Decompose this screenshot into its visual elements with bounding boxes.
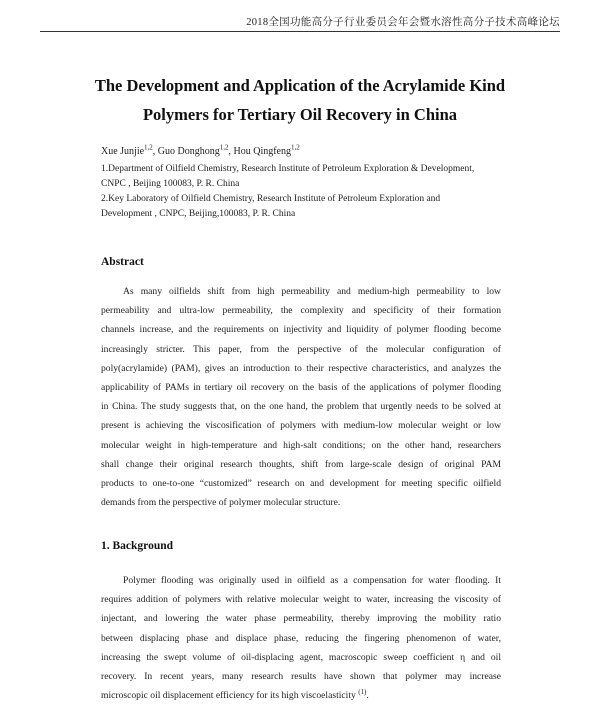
author-list — [101, 143, 300, 157]
author-name: , Guo Donghong — [152, 146, 220, 157]
paper-title-line-2: Polymers for Tertiary Oil Recovery in China — [142, 105, 458, 124]
abstract-line: channels increase, and the requirements on injectivity and liquidity of polymer flooding become — [101, 324, 501, 336]
background-line-text: microscopic oil displacement efficiency for its high viscoelasticity — [101, 690, 359, 702]
author-name: , Hou Qingfeng — [228, 146, 291, 157]
paper-title-line-1: The Development and Application of the Acrylamide Kind — [94, 76, 506, 95]
author-name: Xue Junjie — [101, 146, 145, 157]
background-body — [101, 571, 501, 705]
header-rule — [40, 31, 560, 32]
abstract-line: shall change their original research thoughts, shift from large-scale design of original PAM — [101, 458, 501, 470]
abstract-line: permeability and ultra-low permeability, the complexity and specificity of their formation — [101, 305, 501, 317]
author-affiliation-mark: 1,2 — [291, 143, 300, 152]
affiliation-1 — [101, 162, 521, 192]
abstract-line: demands from the perspective of polymer molecular structure. — [101, 497, 341, 509]
abstract-line: As many oilfields shift from high permeability and medium-high permeability to low — [123, 286, 501, 297]
affiliation-line: Development , CNPC, Beijing,100083, P. R. China — [101, 209, 296, 219]
background-heading: 1. Background — [101, 540, 174, 552]
affiliation-2 — [101, 192, 521, 222]
background-line: between displacing phase and displace phase, reducing the fingering phenomenon of water, — [101, 632, 501, 644]
abstract-line: poly(acrylamide) (PAM), gives an introduction to their respective characteristics, and analyzes the — [101, 362, 501, 374]
background-line: recovery. In recent years, many research results have shown that polymer may increase — [101, 671, 501, 683]
background-line: increasing the swept volume of oil-displacing agent, macroscopic sweep coefficient η and oil — [101, 651, 501, 663]
background-line: requires addition of polymers with relative molecular weight to water, increasing the viscosity of — [101, 594, 501, 606]
background-line: injectant, and lowering the water phase permeability, thereby improving the mobility ratio — [101, 613, 501, 625]
author-affiliation-mark: 1,2 — [219, 143, 229, 152]
sentence-end: . — [366, 690, 369, 702]
abstract-line: present is achieving the viscosification of polymers with medium-low molecular weight or low — [101, 420, 501, 432]
abstract-line: applicability of PAMs in tertiary oil recovery on the basis of the applications of polymer flooding — [101, 382, 501, 394]
affiliation-line: 2.Key Laboratory of Oilfield Chemistry, Research Institute of Petroleum Exploration and — [101, 194, 441, 204]
affiliation-line: 1.Department of Oilfield Chemistry, Research Institute of Petroleum Exploration & Development, — [101, 164, 475, 174]
abstract-line: products to one-to-one “customized” research on and development for meeting specific oilfield — [101, 478, 501, 490]
abstract-line: in China. The study suggests that, on the one hand, the problem that urgently needs to be solved at — [101, 401, 501, 413]
background-line — [101, 686, 501, 705]
citation-marker: (1) — [358, 688, 367, 697]
abstract-line: molecular weight in high-temperature and high-salt conditions; on the other hand, researchers — [101, 439, 501, 451]
abstract-heading: Abstract — [101, 256, 144, 268]
background-line: Polymer flooding was originally used in oilfield as a compensation for water flooding. It — [123, 575, 501, 586]
running-header: 2018全国功能高分子行业委员会年会暨水溶性高分子技术高峰论坛 — [246, 17, 560, 28]
author-affiliation-mark: 1,2 — [144, 143, 153, 152]
abstract-line: increasingly stricter. This paper, from the perspective of the molecular configuration of — [101, 343, 501, 355]
affiliation-line: CNPC , Beijing 100083, P. R. China — [101, 179, 240, 189]
abstract-body — [101, 282, 501, 512]
